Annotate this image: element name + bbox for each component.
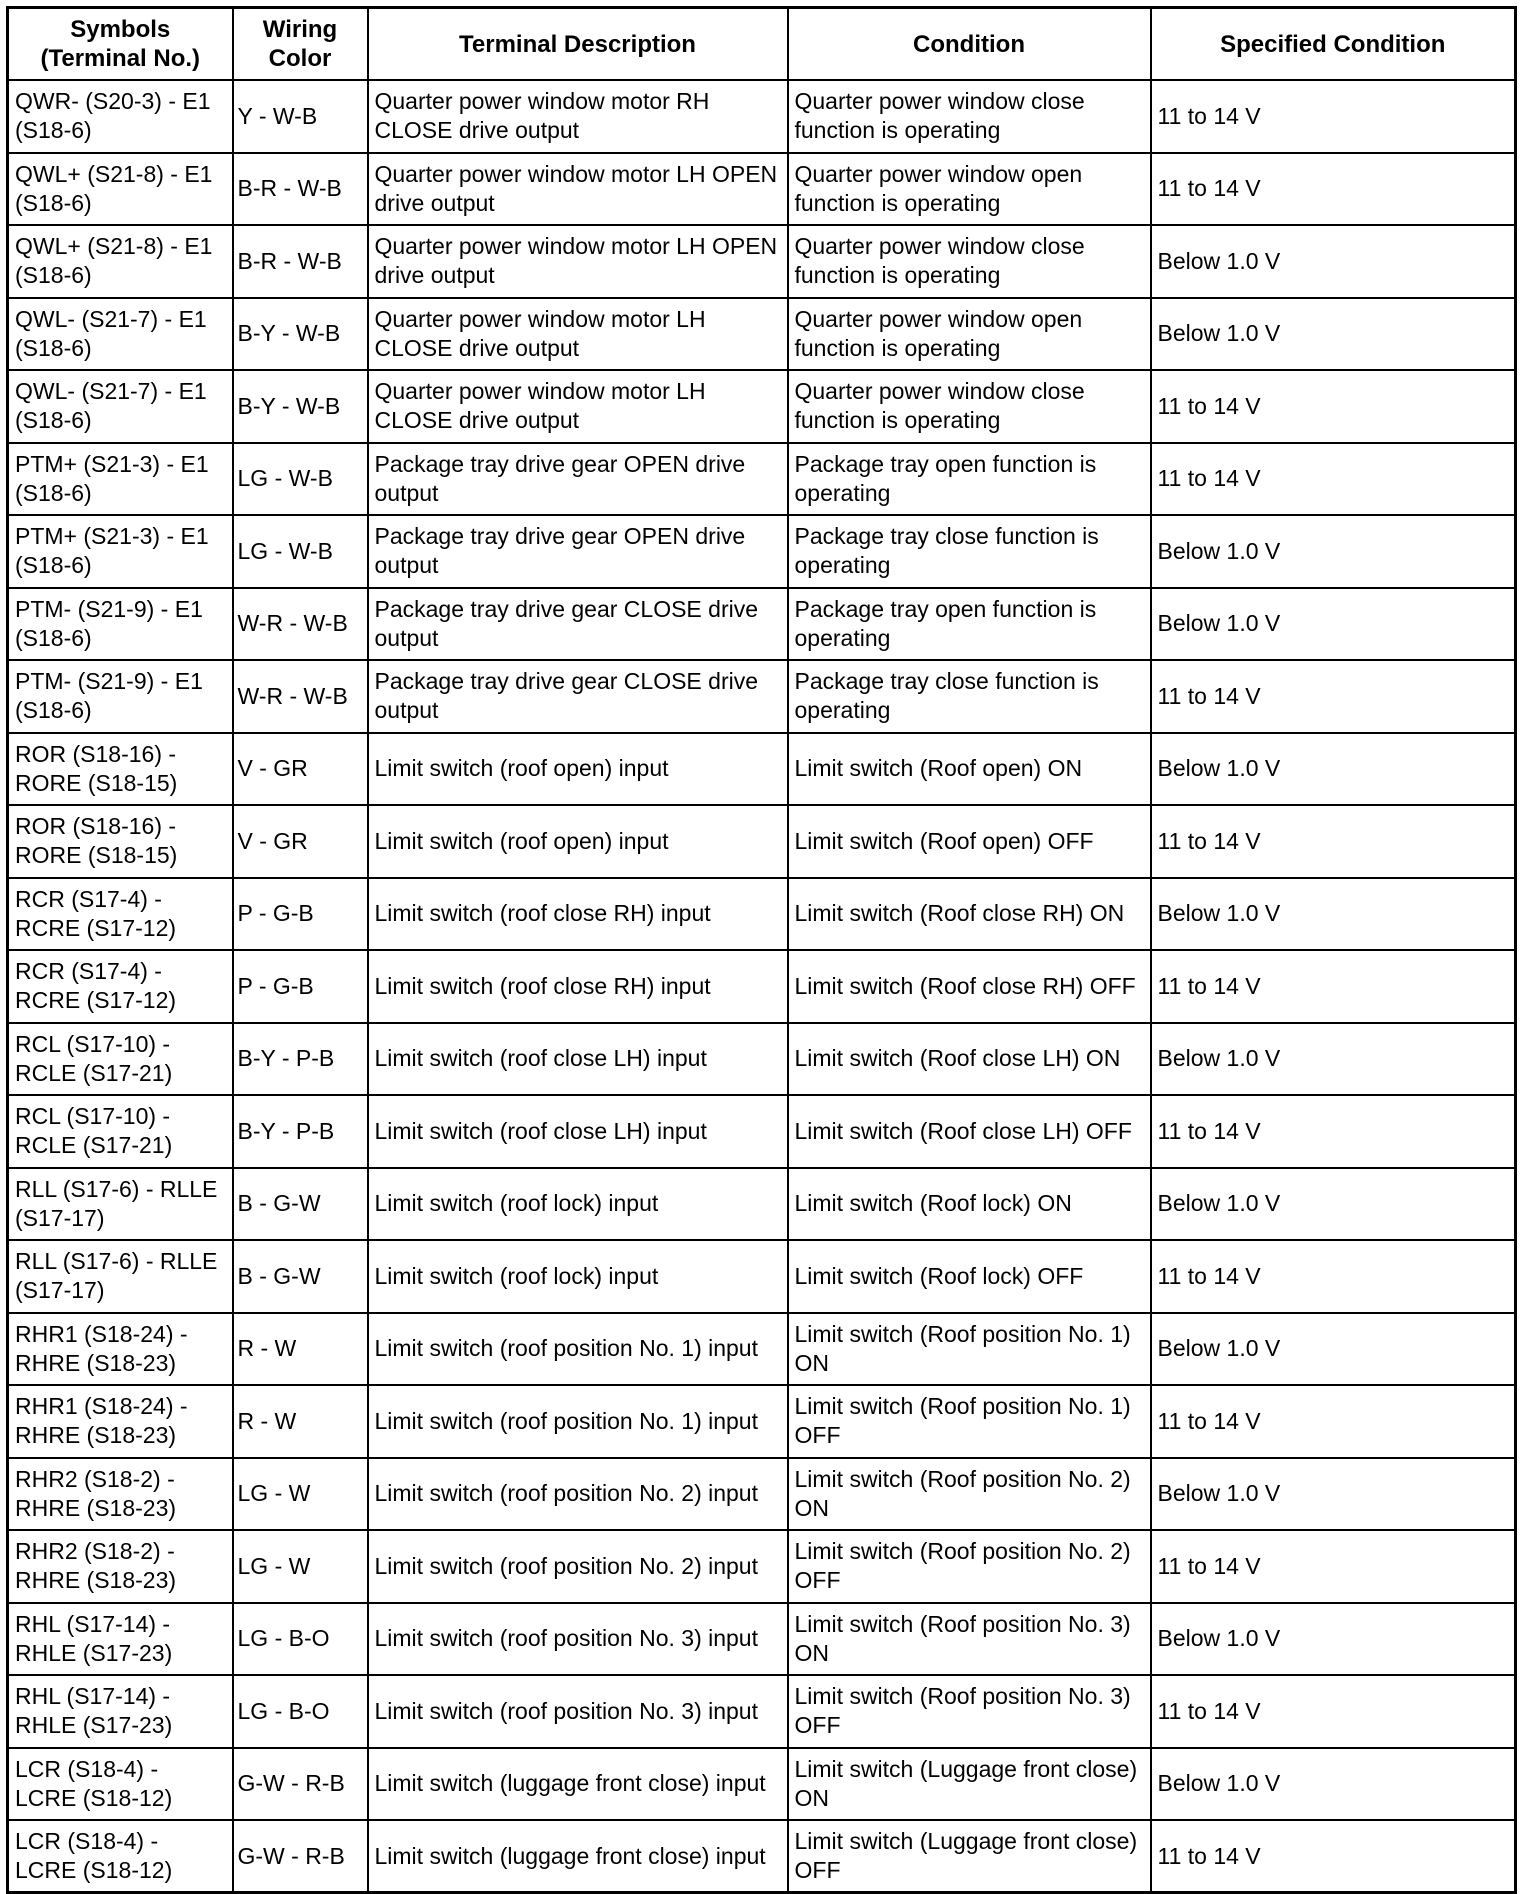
header-wiring-color: Wiring Color bbox=[233, 8, 368, 81]
table-row bbox=[8, 1458, 1516, 1531]
specified-condition-cell: Below 1.0 V bbox=[1151, 1748, 1516, 1821]
specified-condition-cell: Below 1.0 V bbox=[1151, 588, 1516, 661]
symbols-cell: LCR (S18-4) - LCRE (S18-12) bbox=[8, 1820, 233, 1893]
table-row bbox=[8, 1603, 1516, 1676]
symbols-cell: ROR (S18-16) - RORE (S18-15) bbox=[8, 805, 233, 878]
wiring-color-cell: B-R - W-B bbox=[233, 153, 368, 226]
table-row bbox=[8, 1095, 1516, 1168]
condition-cell: Limit switch (Roof position No. 2) OFF bbox=[788, 1530, 1151, 1603]
terminal-description-cell: Limit switch (roof position No. 1) input bbox=[368, 1313, 788, 1386]
condition-cell: Limit switch (Roof position No. 1) OFF bbox=[788, 1385, 1151, 1458]
specified-condition-cell: 11 to 14 V bbox=[1151, 805, 1516, 878]
symbols-cell: RHR1 (S18-24) - RHRE (S18-23) bbox=[8, 1385, 233, 1458]
header-condition: Condition bbox=[788, 8, 1151, 81]
wiring-color-cell: B - G-W bbox=[233, 1240, 368, 1313]
table-row bbox=[8, 515, 1516, 588]
wiring-color-cell: LG - B-O bbox=[233, 1675, 368, 1748]
terminal-description-cell: Limit switch (luggage front close) input bbox=[368, 1748, 788, 1821]
wiring-color-cell: B-Y - P-B bbox=[233, 1023, 368, 1096]
wiring-color-cell: W-R - W-B bbox=[233, 588, 368, 661]
condition-cell: Quarter power window open function is operating bbox=[788, 153, 1151, 226]
symbols-cell: QWL- (S21-7) - E1 (S18-6) bbox=[8, 298, 233, 371]
wiring-color-cell: LG - W bbox=[233, 1458, 368, 1531]
symbols-cell: QWR- (S20-3) - E1 (S18-6) bbox=[8, 80, 233, 153]
symbols-cell: RCR (S17-4) - RCRE (S17-12) bbox=[8, 950, 233, 1023]
terminal-description-cell: Quarter power window motor LH CLOSE drive output bbox=[368, 298, 788, 371]
table-row bbox=[8, 733, 1516, 806]
symbols-cell: RHR2 (S18-2) - RHRE (S18-23) bbox=[8, 1530, 233, 1603]
table-row bbox=[8, 660, 1516, 733]
table-row bbox=[8, 370, 1516, 443]
specified-condition-cell: Below 1.0 V bbox=[1151, 1603, 1516, 1676]
table-row bbox=[8, 950, 1516, 1023]
specified-condition-cell: 11 to 14 V bbox=[1151, 660, 1516, 733]
wiring-color-cell: LG - W-B bbox=[233, 443, 368, 516]
wiring-color-cell: B-Y - W-B bbox=[233, 370, 368, 443]
terminal-description-cell: Quarter power window motor LH OPEN drive output bbox=[368, 225, 788, 298]
table-row bbox=[8, 878, 1516, 951]
wiring-color-cell: LG - W bbox=[233, 1530, 368, 1603]
condition-cell: Package tray close function is operating bbox=[788, 660, 1151, 733]
terminal-description-cell: Limit switch (roof open) input bbox=[368, 805, 788, 878]
wiring-color-cell: G-W - R-B bbox=[233, 1748, 368, 1821]
wiring-color-cell: B - G-W bbox=[233, 1168, 368, 1241]
condition-cell: Quarter power window open function is operating bbox=[788, 298, 1151, 371]
specified-condition-cell: 11 to 14 V bbox=[1151, 80, 1516, 153]
terminal-description-cell: Limit switch (roof open) input bbox=[368, 733, 788, 806]
terminal-description-cell: Limit switch (roof lock) input bbox=[368, 1240, 788, 1313]
symbols-cell: RHR2 (S18-2) - RHRE (S18-23) bbox=[8, 1458, 233, 1531]
wiring-color-cell: LG - B-O bbox=[233, 1603, 368, 1676]
table-row bbox=[8, 1385, 1516, 1458]
table-row bbox=[8, 80, 1516, 153]
wiring-color-cell: R - W bbox=[233, 1313, 368, 1386]
condition-cell: Quarter power window close function is operating bbox=[788, 225, 1151, 298]
wiring-color-cell: B-R - W-B bbox=[233, 225, 368, 298]
specified-condition-cell: 11 to 14 V bbox=[1151, 1095, 1516, 1168]
specified-condition-cell: Below 1.0 V bbox=[1151, 878, 1516, 951]
table-row bbox=[8, 1675, 1516, 1748]
symbols-cell: RHL (S17-14) - RHLE (S17-23) bbox=[8, 1603, 233, 1676]
condition-cell: Limit switch (Roof position No. 2) ON bbox=[788, 1458, 1151, 1531]
condition-cell: Limit switch (Roof close LH) OFF bbox=[788, 1095, 1151, 1168]
condition-cell: Package tray open function is operating bbox=[788, 588, 1151, 661]
terminal-description-cell: Package tray drive gear CLOSE drive output bbox=[368, 660, 788, 733]
terminal-description-cell: Quarter power window motor RH CLOSE drive output bbox=[368, 80, 788, 153]
terminal-description-cell: Quarter power window motor LH OPEN drive output bbox=[368, 153, 788, 226]
terminal-spec-table bbox=[6, 6, 1517, 1894]
specified-condition-cell: 11 to 14 V bbox=[1151, 370, 1516, 443]
wiring-color-cell: B-Y - P-B bbox=[233, 1095, 368, 1168]
wiring-color-cell: V - GR bbox=[233, 805, 368, 878]
specified-condition-cell: Below 1.0 V bbox=[1151, 733, 1516, 806]
specified-condition-cell: 11 to 14 V bbox=[1151, 1385, 1516, 1458]
terminal-description-cell: Limit switch (roof position No. 3) input bbox=[368, 1603, 788, 1676]
terminal-description-cell: Limit switch (roof close LH) input bbox=[368, 1095, 788, 1168]
table-body bbox=[8, 80, 1516, 1893]
symbols-cell: QWL+ (S21-8) - E1 (S18-6) bbox=[8, 153, 233, 226]
header-row bbox=[8, 8, 1516, 81]
specified-condition-cell: Below 1.0 V bbox=[1151, 298, 1516, 371]
terminal-description-cell: Limit switch (roof position No. 2) input bbox=[368, 1530, 788, 1603]
table-row bbox=[8, 1023, 1516, 1096]
terminal-description-cell: Package tray drive gear OPEN drive output bbox=[368, 443, 788, 516]
table-row bbox=[8, 1820, 1516, 1893]
header-specified-condition: Specified Condition bbox=[1151, 8, 1516, 81]
table-row bbox=[8, 298, 1516, 371]
symbols-cell: RCL (S17-10) - RCLE (S17-21) bbox=[8, 1095, 233, 1168]
terminal-description-cell: Quarter power window motor LH CLOSE drive output bbox=[368, 370, 788, 443]
condition-cell: Limit switch (Luggage front close) ON bbox=[788, 1748, 1151, 1821]
condition-cell: Limit switch (Roof lock) ON bbox=[788, 1168, 1151, 1241]
specified-condition-cell: Below 1.0 V bbox=[1151, 515, 1516, 588]
wiring-color-cell: W-R - W-B bbox=[233, 660, 368, 733]
table-row bbox=[8, 588, 1516, 661]
symbols-cell: ROR (S18-16) - RORE (S18-15) bbox=[8, 733, 233, 806]
condition-cell: Limit switch (Roof position No. 1) ON bbox=[788, 1313, 1151, 1386]
symbols-cell: PTM+ (S21-3) - E1 (S18-6) bbox=[8, 515, 233, 588]
specified-condition-cell: 11 to 14 V bbox=[1151, 1675, 1516, 1748]
condition-cell: Limit switch (Roof close LH) ON bbox=[788, 1023, 1151, 1096]
specified-condition-cell: 11 to 14 V bbox=[1151, 153, 1516, 226]
table-row bbox=[8, 1313, 1516, 1386]
table-row bbox=[8, 225, 1516, 298]
specified-condition-cell: Below 1.0 V bbox=[1151, 1023, 1516, 1096]
symbols-cell: PTM+ (S21-3) - E1 (S18-6) bbox=[8, 443, 233, 516]
symbols-cell: PTM- (S21-9) - E1 (S18-6) bbox=[8, 660, 233, 733]
symbols-cell: RCL (S17-10) - RCLE (S17-21) bbox=[8, 1023, 233, 1096]
wiring-color-cell: LG - W-B bbox=[233, 515, 368, 588]
table-row bbox=[8, 1168, 1516, 1241]
terminal-description-cell: Package tray drive gear CLOSE drive output bbox=[368, 588, 788, 661]
symbols-cell: QWL- (S21-7) - E1 (S18-6) bbox=[8, 370, 233, 443]
header-symbols: Symbols (Terminal No.) bbox=[8, 8, 233, 81]
symbols-cell: RLL (S17-6) - RLLE (S17-17) bbox=[8, 1240, 233, 1313]
terminal-description-cell: Limit switch (roof close RH) input bbox=[368, 950, 788, 1023]
specified-condition-cell: Below 1.0 V bbox=[1151, 1168, 1516, 1241]
table-row bbox=[8, 153, 1516, 226]
specified-condition-cell: 11 to 14 V bbox=[1151, 1530, 1516, 1603]
wiring-color-cell: P - G-B bbox=[233, 950, 368, 1023]
header-terminal-description: Terminal Description bbox=[368, 8, 788, 81]
condition-cell: Package tray close function is operating bbox=[788, 515, 1151, 588]
specified-condition-cell: 11 to 14 V bbox=[1151, 950, 1516, 1023]
condition-cell: Quarter power window close function is operating bbox=[788, 370, 1151, 443]
condition-cell: Limit switch (Roof lock) OFF bbox=[788, 1240, 1151, 1313]
condition-cell: Limit switch (Luggage front close) OFF bbox=[788, 1820, 1151, 1893]
condition-cell: Limit switch (Roof open) ON bbox=[788, 733, 1151, 806]
terminal-description-cell: Package tray drive gear OPEN drive output bbox=[368, 515, 788, 588]
terminal-description-cell: Limit switch (roof position No. 2) input bbox=[368, 1458, 788, 1531]
condition-cell: Limit switch (Roof position No. 3) OFF bbox=[788, 1675, 1151, 1748]
condition-cell: Limit switch (Roof close RH) ON bbox=[788, 878, 1151, 951]
wiring-color-cell: B-Y - W-B bbox=[233, 298, 368, 371]
table-row bbox=[8, 1240, 1516, 1313]
specified-condition-cell: Below 1.0 V bbox=[1151, 1313, 1516, 1386]
specified-condition-cell: Below 1.0 V bbox=[1151, 225, 1516, 298]
table-header bbox=[8, 8, 1516, 81]
symbols-cell: PTM- (S21-9) - E1 (S18-6) bbox=[8, 588, 233, 661]
symbols-cell: RLL (S17-6) - RLLE (S17-17) bbox=[8, 1168, 233, 1241]
table-row bbox=[8, 1530, 1516, 1603]
specified-condition-cell: 11 to 14 V bbox=[1151, 1820, 1516, 1893]
specified-condition-cell: 11 to 14 V bbox=[1151, 443, 1516, 516]
symbols-cell: RHR1 (S18-24) - RHRE (S18-23) bbox=[8, 1313, 233, 1386]
terminal-description-cell: Limit switch (roof position No. 3) input bbox=[368, 1675, 788, 1748]
wiring-color-cell: R - W bbox=[233, 1385, 368, 1458]
condition-cell: Package tray open function is operating bbox=[788, 443, 1151, 516]
terminal-description-cell: Limit switch (roof position No. 1) input bbox=[368, 1385, 788, 1458]
table-row bbox=[8, 805, 1516, 878]
symbols-cell: RCR (S17-4) - RCRE (S17-12) bbox=[8, 878, 233, 951]
specified-condition-cell: Below 1.0 V bbox=[1151, 1458, 1516, 1531]
terminal-description-cell: Limit switch (roof lock) input bbox=[368, 1168, 788, 1241]
table-row bbox=[8, 1748, 1516, 1821]
condition-cell: Quarter power window close function is operating bbox=[788, 80, 1151, 153]
symbols-cell: RHL (S17-14) - RHLE (S17-23) bbox=[8, 1675, 233, 1748]
wiring-color-cell: G-W - R-B bbox=[233, 1820, 368, 1893]
condition-cell: Limit switch (Roof position No. 3) ON bbox=[788, 1603, 1151, 1676]
table-row bbox=[8, 443, 1516, 516]
symbols-cell: QWL+ (S21-8) - E1 (S18-6) bbox=[8, 225, 233, 298]
wiring-color-cell: P - G-B bbox=[233, 878, 368, 951]
condition-cell: Limit switch (Roof open) OFF bbox=[788, 805, 1151, 878]
terminal-description-cell: Limit switch (roof close RH) input bbox=[368, 878, 788, 951]
specified-condition-cell: 11 to 14 V bbox=[1151, 1240, 1516, 1313]
condition-cell: Limit switch (Roof close RH) OFF bbox=[788, 950, 1151, 1023]
terminal-description-cell: Limit switch (roof close LH) input bbox=[368, 1023, 788, 1096]
terminal-description-cell: Limit switch (luggage front close) input bbox=[368, 1820, 788, 1893]
symbols-cell: LCR (S18-4) - LCRE (S18-12) bbox=[8, 1748, 233, 1821]
wiring-color-cell: Y - W-B bbox=[233, 80, 368, 153]
wiring-color-cell: V - GR bbox=[233, 733, 368, 806]
